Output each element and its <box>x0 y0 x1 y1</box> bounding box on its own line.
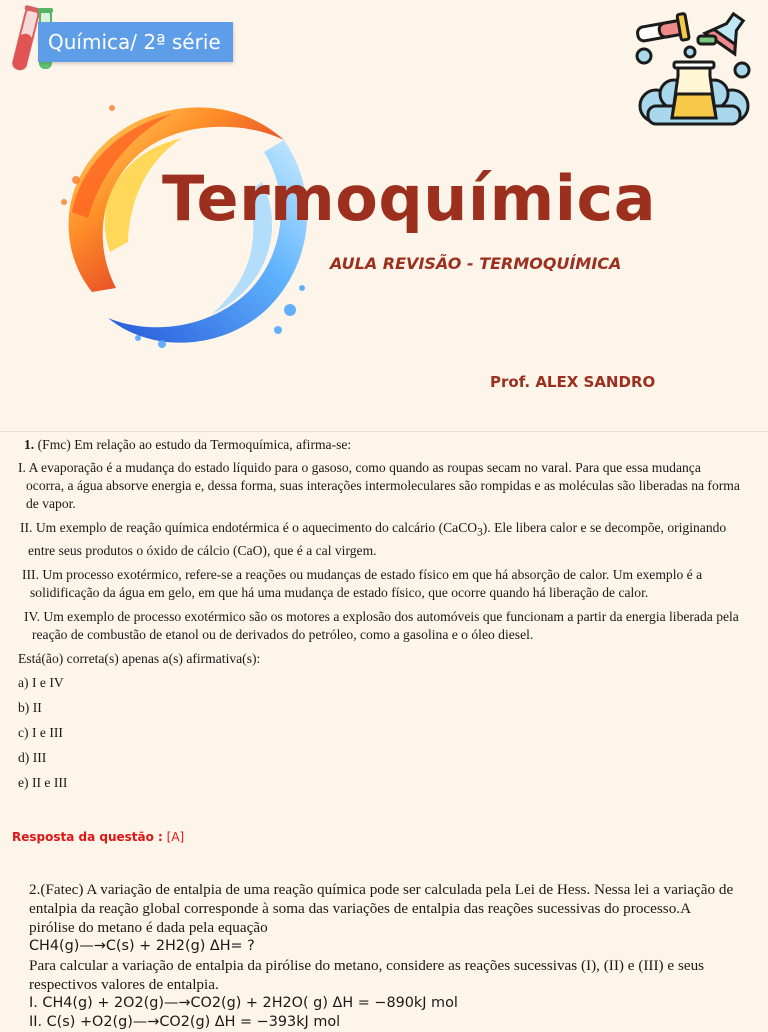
option-a: a) I e IV <box>18 674 64 690</box>
option-b: b) II <box>18 699 42 715</box>
option-d: d) III <box>18 749 47 765</box>
question-number: 1. <box>24 437 35 452</box>
pyrolysis-equation: CH4(g)—→C(s) + 2H2(g) ΔH= ? <box>29 938 255 954</box>
question-1-stem <box>24 436 742 454</box>
teacher-name: Prof. ALEX SANDRO <box>490 373 656 391</box>
question-1 <box>18 436 742 799</box>
cover-slide <box>0 0 768 432</box>
reaction-ii: II. C(s) +O2(g)—→CO2(g) ΔH = −393kJ mol <box>29 1014 341 1030</box>
answer-line <box>12 830 184 844</box>
question-2-intro: 2.(Fatec) A variação de entalpia de uma reação química pode ser calculada pela Lei de Hess. Nessa lei a variação de entalpia da reação global corresponde à soma das variações de entalpia das reações sucessivas do processo.A pirólise do metano é dada pela equação <box>29 881 734 936</box>
reaction-i: I. CH4(g) + 2O2(g)—→CO2(g) + 2H2O( g) ΔH = −890kJ mol <box>29 995 458 1011</box>
section-divider <box>0 431 768 432</box>
answer-label: Resposta da questão : <box>12 830 163 844</box>
option-c: c) I e III <box>18 724 63 740</box>
question-1-prompt: Está(ão) correta(s) apenas a(s) afirmativa(s): <box>18 650 261 666</box>
page-subtitle: AULA REVISÃO - TERMOQUÍMICA <box>330 254 622 273</box>
statement-ii-rest: ). Ele libera calor e se decompõe, originando entre seus produtos o óxido de cálcio (CaO), que é a cal virgem. <box>28 520 727 558</box>
question-2-instruction: Para calcular a variação de entalpia da pirólise do metano, considere as reações sucessivas (I), (II) e (III) e seus respectivos valores de entalpia. <box>29 957 705 993</box>
chemistry-lab-icon <box>634 10 754 130</box>
answer-value: [A] <box>162 830 185 844</box>
option-e: e) II e III <box>18 774 68 790</box>
page-title: Termoquímica <box>162 162 657 235</box>
statement-iv: IV. Um exemplo de processo exotérmico são os motores a explosão dos automóveis que funcionam a partir da energia liberada pela reação de combustão de etanol ou de derivados do petróleo, como a gasolina e o óleo diesel. <box>24 608 739 642</box>
statement-ii <box>18 519 742 560</box>
question-1-text: (Fmc) Em relação ao estudo da Termoquímica, afirma-se: <box>34 437 352 452</box>
statement-iii: III. Um processo exotérmico, refere-se a reações ou mudanças de estado físico em que há absorção de calor. Um exemplo é a solidificação da água em gelo, em que há uma mudança de estado físico, que ocorre quando há liberação de calor. <box>22 566 703 600</box>
statement-ii-text: II. Um exemplo de reação química endotérmica é o aquecimento do calcário (CaCO <box>20 520 478 535</box>
statement-ii-subscript: 3 <box>477 526 483 539</box>
question-2 <box>29 880 739 1032</box>
subject-tag: Química/ 2ª série <box>38 22 233 62</box>
statement-i: I. A evaporação é a mudança do estado líquido para o gasoso, como quando as roupas secam no varal. Para que essa mudança ocorra, a água absorve energia e, dessa forma, suas interações intermoleculares são rompidas e as moléculas são liberadas na forma de vapor. <box>18 460 740 511</box>
